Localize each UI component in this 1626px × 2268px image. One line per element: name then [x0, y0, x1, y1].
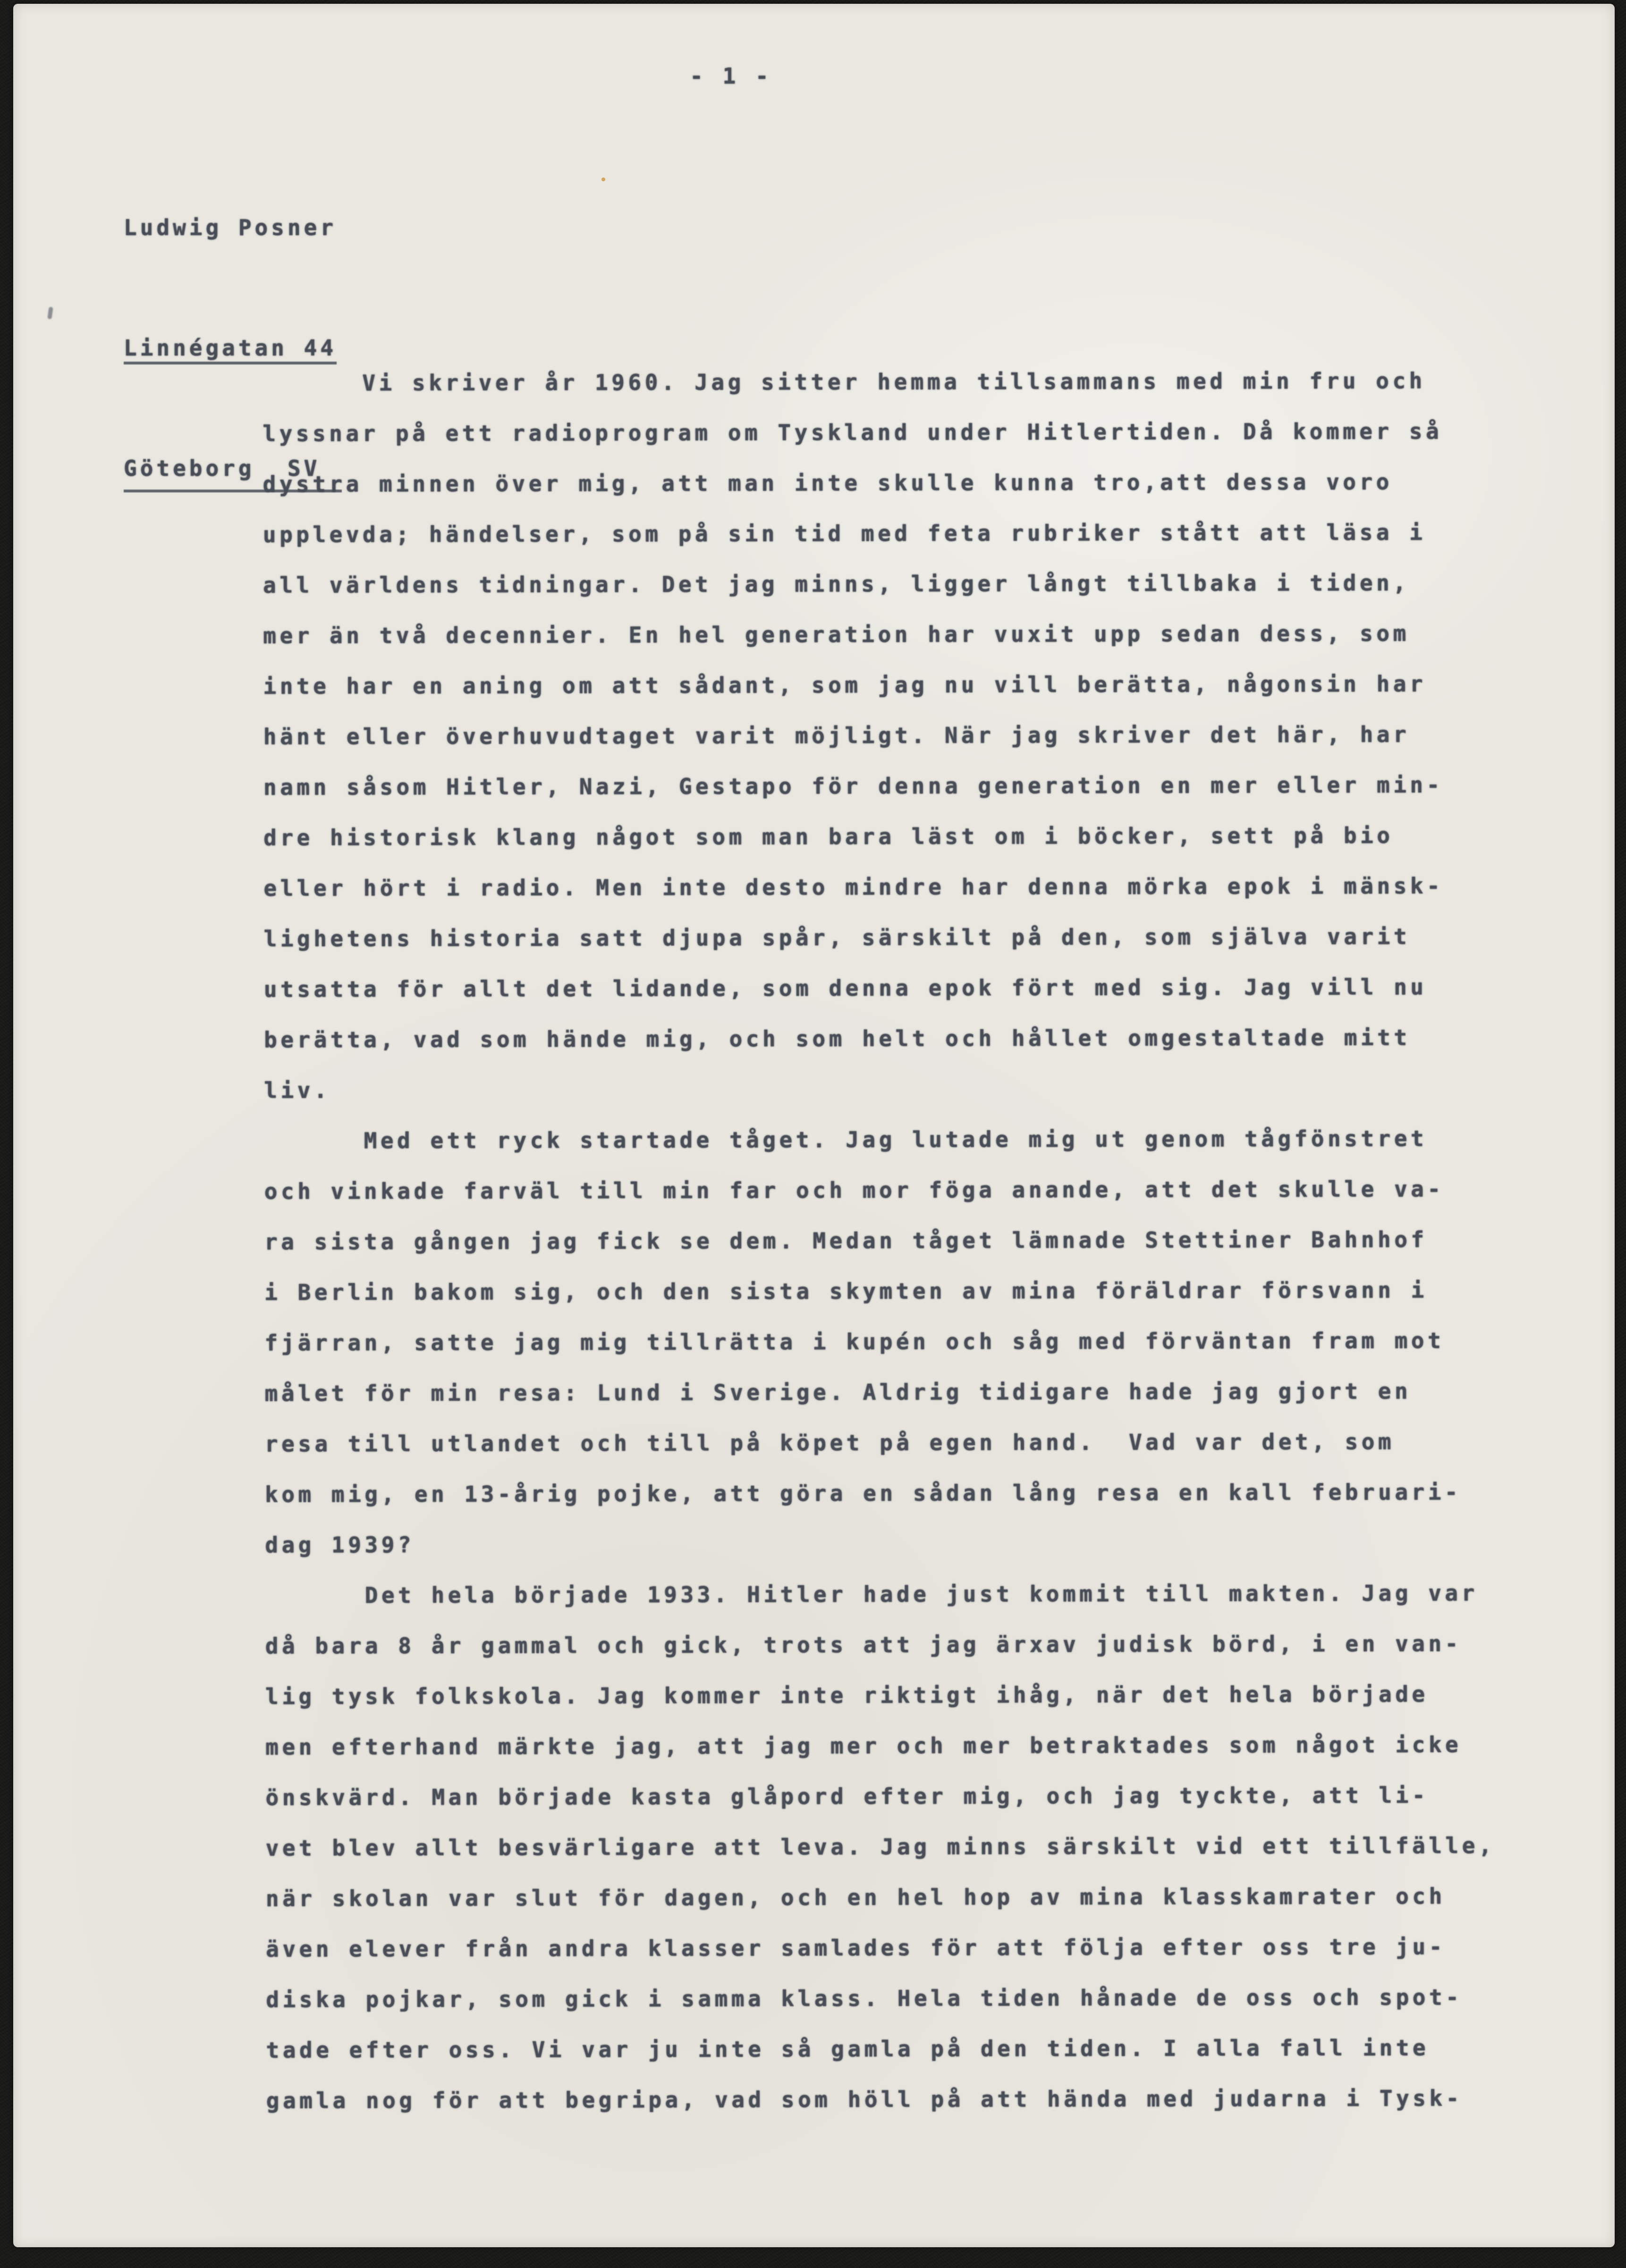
typescript-line: dystra minnen över mig, att man inte skulle kunna tro,att dessa voro: [263, 469, 1393, 497]
paper-speck: [601, 178, 605, 181]
typescript-line: lig tysk folkskola. Jag kommer inte riktigt ihåg, när det hela började: [265, 1681, 1429, 1709]
typescript-line: Det hela började 1933. Hitler hade just kommit till makten. Jag var: [265, 1580, 1478, 1608]
typescript-line: i Berlin bakom sig, och den sista skymten av mina föräldrar försvann i: [264, 1277, 1428, 1305]
sender-city: Göteborg SV: [124, 449, 342, 492]
typescript-line: önskvärd. Man började kasta glåpord efter mig, och jag tyckte, att li-: [265, 1782, 1429, 1811]
typescript-line: men efterhand märkte jag, att jag mer och mer betraktades som något icke: [265, 1732, 1462, 1760]
typescript-line: dre historisk klang något som man bara läst om i böcker, sett på bio: [263, 822, 1394, 851]
typescript-line: vet blev allt besvärligare att leva. Jag minns särskilt vid ett tillfälle,: [265, 1833, 1496, 1861]
typescript-line: all världens tidningar. Det jag minns, ligger långt tillbaka i tiden,: [263, 570, 1410, 598]
typescript-line: mer än två decennier. En hel generation har vuxit upp sedan dess, som: [263, 620, 1410, 649]
typescript-line: kom mig, en 13-årig pojke, att göra en sådan lång resa en kall februari-: [265, 1479, 1462, 1507]
typescript-line: eller hört i radio. Men inte desto mindre har denna mörka epok i mänsk-: [263, 873, 1444, 901]
typescript-line: och vinkade farväl till min far och mor föga anande, att det skulle va-: [264, 1176, 1444, 1204]
typescript-line: utsatta för allt det lidande, som denna epok fört med sig. Jag vill nu: [263, 974, 1427, 1002]
typescript-line: namn såsom Hitler, Nazi, Gestapo för denna generation en mer eller min-: [263, 772, 1443, 800]
ink-smudge: [47, 307, 53, 320]
page-number: - 1 -: [690, 63, 772, 89]
sender-name: Ludwig Posner: [124, 215, 337, 240]
typescript-line: diska pojkar, som gick i samma klass. Hela tiden hånade de oss och spot-: [266, 1984, 1463, 2013]
typescript-line: Med ett ryck startade tåget. Jag lutade mig ut genom tågfönstret: [264, 1126, 1428, 1154]
typescript-line: inte har en aning om att sådant, som jag nu vill berätta, någonsin har: [263, 671, 1427, 699]
typescript-line: gamla nog för att begripa, vad som höll på att hända med judarna i Tysk-: [266, 2085, 1463, 2114]
sender-street: Linnégatan 44: [124, 335, 337, 364]
typescript-line: även elever från andra klasser samlades för att följa efter oss tre ju-: [266, 1934, 1446, 1962]
typewritten-page: [13, 4, 1615, 2247]
typescript-line: resa till utlandet och till på köpet på egen hand. Vad var det, som: [264, 1429, 1395, 1457]
typescript-line: lyssnar på ett radioprogram om Tyskland under Hitlertiden. Då kommer så: [263, 418, 1443, 447]
typescript-line: när skolan var slut för dagen, och en hel hop av mina klasskamrater och: [265, 1883, 1446, 1912]
typescript-line: Vi skriver år 1960. Jag sitter hemma tillsammans med min fru och: [263, 368, 1426, 396]
typescript-line: berätta, vad som hände mig, och som helt och hållet omgestaltade mitt: [264, 1024, 1411, 1053]
typescript-body: [263, 355, 1496, 2126]
typescript-line: hänt eller överhuvudtaget varit möjligt. När jag skriver det här, har: [263, 721, 1410, 750]
typescript-line: tade efter oss. Vi var ju inte så gamla på den tiden. I alla fall inte: [266, 2035, 1430, 2063]
typescript-line: liv.: [264, 1077, 331, 1103]
typescript-line: upplevda; händelser, som på sin tid med feta rubriker stått att läsa i: [263, 519, 1426, 548]
typescript-line: dag 1939?: [265, 1532, 415, 1558]
typescript-line: då bara 8 år gammal och gick, trots att jag ärxav judisk börd, i en van-: [265, 1631, 1462, 1659]
typescript-line: fjärran, satte jag mig tillrätta i kupén och såg med förväntan fram mot: [264, 1328, 1445, 1356]
typescript-line: lighetens historia satt djupa spår, särskilt på den, som själva varit: [263, 923, 1411, 952]
typescript-line: målet för min resa: Lund i Sverige. Aldrig tidigare hade jag gjort en: [264, 1378, 1412, 1406]
typescript-line: ra sista gången jag fick se dem. Medan tåget lämnade Stettiner Bahnhof: [264, 1227, 1428, 1255]
